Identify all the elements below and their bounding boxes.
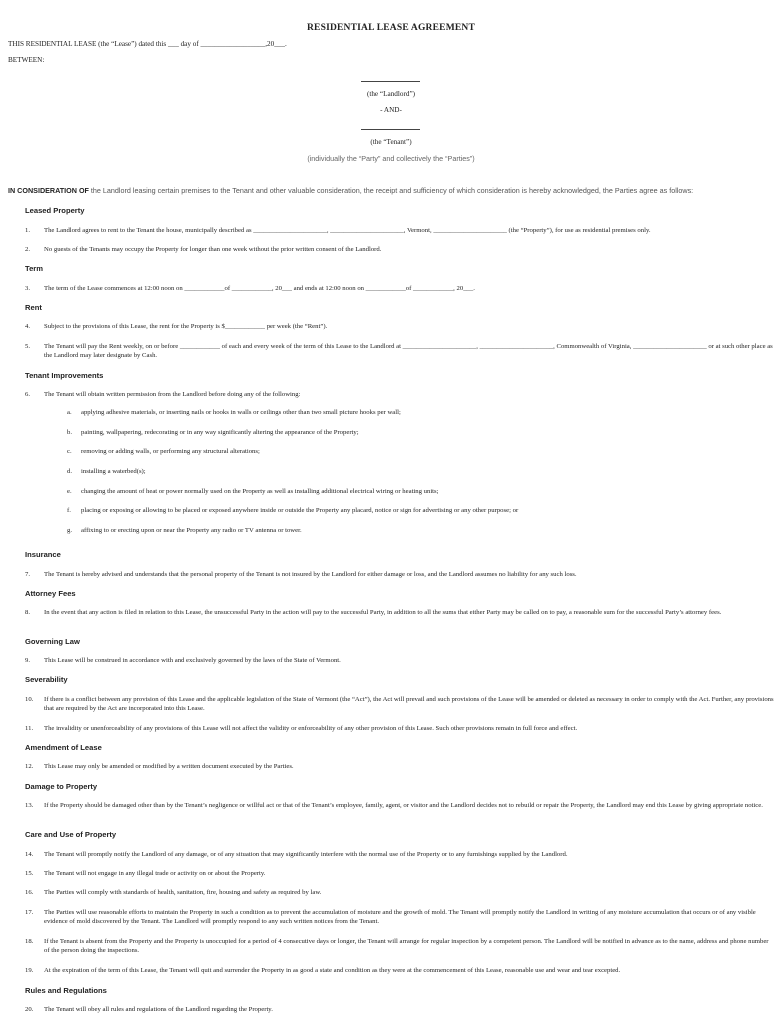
clause-number: 16. (25, 889, 34, 896)
heading-damage: Damage to Property (25, 782, 98, 791)
clause-number: 18. (25, 938, 34, 945)
clause-number: 11. (25, 725, 34, 732)
clause-text: This Lease may only be amended or modified by a written document executed by the Parties. (44, 763, 294, 770)
subclause-letter: f. (67, 507, 71, 514)
landlord-signature-line (361, 81, 420, 82)
subclause-letter: a. (67, 409, 72, 416)
consideration-lead: IN CONSIDERATION OF (8, 186, 89, 195)
heading-severability: Severability (25, 675, 68, 684)
clause-text: In the event that any action is filed in relation to this Lease, the unsuccessful Party in the action will pay to the successful Party, in addition to all the sums that either Party may be called on to pay, a reasonable sum for the successful Party’s attorney fees. (44, 609, 722, 616)
clause-number: 14. (25, 851, 34, 858)
clause-text: The Tenant will obtain written permission from the Landlord before doing any of the following: (44, 391, 301, 398)
clause-text: If the Tenant is absent from the Property and the Property is unoccupied for a period of 4 consecutive days or longer, the Tenant will arrange for regular inspection by a competent person. The Landlord will be notified in advance as to the name, address and phone number of the person doing the inspections. (44, 938, 769, 954)
clause-number: 19. (25, 967, 34, 974)
clause-number: 3. (25, 285, 31, 292)
heading-term: Term (25, 264, 44, 273)
clause-text: The invalidity or unenforceability of any provisions of this Lease will not affect the validity or enforceability of any other provision of this Lease. Such other provisions remain in full force and effect. (44, 725, 578, 732)
clause-number: 4. (25, 323, 31, 330)
heading-rent: Rent (25, 303, 42, 312)
landlord-label: (the “Landlord”) (366, 90, 416, 98)
clause-number: 20. (25, 1006, 34, 1013)
and-label: - AND- (380, 106, 402, 114)
clause-number: 6. (25, 391, 31, 398)
heading-rules: Rules and Regulations (25, 986, 107, 995)
subclause-text: removing or adding walls, or performing any structural alterations; (81, 448, 260, 455)
clause-text: At the expiration of the term of this Lease, the Tenant will quit and surrender the Property in as good a state and condition as they were at the commencement of this Lease, reasonable use and wear and tear excepted. (44, 967, 621, 974)
clause-number: 2. (25, 246, 31, 253)
clause-number: 13. (25, 802, 34, 809)
clause-number: 17. (25, 909, 34, 916)
document-title: RESIDENTIAL LEASE AGREEMENT (306, 23, 475, 33)
clause-text: The Landlord agrees to rent to the Tenant the house, municipally described as ______________________, ______________________, Vermont, ______________________ (the “Property”), for use as residential premises only. (44, 227, 651, 234)
heading-amendment: Amendment of Lease (25, 743, 102, 752)
heading-leased-property: Leased Property (25, 206, 85, 215)
tenant-signature-line (361, 129, 420, 130)
between-label: BETWEEN: (8, 56, 45, 64)
clause-text: If the Property should be damaged other than by the Tenant’s negligence or willful act or that of the Tenant’s employee, family, agent, or visitor and the Landlord decides not to rebuild or repair the Property, the Landlord may end this Lease by giving appropriate notice. (44, 802, 763, 809)
subclause-text: applying adhesive materials, or inserting nails or hooks in walls or ceilings other than two small picture hooks per wall; (81, 409, 401, 416)
subclause-text: painting, wallpapering, redecorating or in any way significantly altering the appearance of the Property; (81, 429, 359, 436)
parties-note: (individually the “Party” and collectively the “Parties”) (307, 154, 475, 163)
clause-text: The Tenant is hereby advised and understands that the personal property of the Tenant is not insured by the Landlord for either damage or loss, and the Landlord assumes no liability for any such loss. (44, 571, 577, 578)
subclause-text: placing or exposing or allowing to be placed or exposed anywhere inside or outside the Property any placard, notice or sign for advertising or any other purpose; or (81, 507, 519, 514)
clause-number: 1. (25, 227, 31, 234)
clause-text: Subject to the provisions of this Lease, the rent for the Property is $____________ per week (the “Rent”). (44, 323, 328, 330)
heading-insurance: Insurance (25, 550, 61, 559)
clause-text: The Tenant will not engage in any illegal trade or activity on or about the Property. (44, 870, 266, 877)
clause-number: 10. (25, 696, 34, 703)
subclause-text: changing the amount of heat or power normally used on the Property as well as installing additional electrical wiring or heating units; (81, 488, 439, 495)
opening-line: THIS RESIDENTIAL LEASE (the “Lease”) dated this ___ day of __________________,20___. (8, 40, 287, 48)
subclause-letter: e. (67, 488, 72, 495)
clause-text: The Tenant will pay the Rent weekly, on or before ____________ of each and every week of the term of this Lease to the Landlord at ______________________, ______________________, Commonwealth of Virginia, ______________________ or at such other place as the Landlord may later designate by Cash. (44, 343, 773, 359)
clause-text: The Parties will comply with standards of health, sanitation, fire, housing and safety as required by law. (44, 889, 322, 896)
consideration-paragraph (8, 186, 693, 195)
heading-governing-law: Governing Law (25, 637, 80, 646)
clause-text: No guests of the Tenants may occupy the Property for longer than one week without the prior written consent of the Landlord. (44, 246, 382, 253)
heading-tenant-improvements: Tenant Improvements (25, 371, 104, 380)
heading-attorney-fees: Attorney Fees (25, 589, 76, 598)
subclause-letter: c. (67, 448, 72, 455)
clause-text: The Tenant will promptly notify the Landlord of any damage, or of any situation that may significantly interfere with the normal use of the Property or to any furnishings supplied by the Landlord. (44, 851, 568, 858)
clause-text: The term of the Lease commences at 12:00 noon on ____________of ____________, 20___ and ends at 12:00 noon on ____________of ____________, 20___. (44, 285, 475, 292)
subclause-letter: b. (67, 429, 73, 436)
subclause-letter: d. (67, 468, 73, 475)
clause-text: This Lease will be construed in accordance with and exclusively governed by the laws of the State of Vermont. (44, 657, 341, 664)
tenant-label: (the “Tenant”) (370, 138, 412, 146)
heading-care-and-use: Care and Use of Property (25, 830, 117, 839)
clause-number: 9. (25, 657, 31, 664)
clause-number: 5. (25, 343, 31, 350)
subclause-text: affixing to or erecting upon or near the Property any radio or TV antenna or tower. (81, 527, 302, 534)
clause-text: The Parties will use reasonable efforts to maintain the Property in such a condition as to prevent the accumulation of moisture and the growth of mold. The Tenant will promptly notify the Landlord in writing of any moisture accumulation that occurs or of any visible evidence of mold discovered by the Tenant. The Landlord will promptly respond to any such written notices from the Tenant. (44, 909, 756, 925)
consideration-text: the Landlord leasing certain premises to the Tenant and other valuable consideration, the receipt and sufficiency of which consideration is hereby acknowledged, the Parties agree as follows: (88, 186, 694, 195)
subclause-letter: g. (67, 527, 73, 534)
clause-number: 7. (25, 571, 31, 578)
clause-number: 12. (25, 763, 34, 770)
clause-text: If there is a conflict between any provision of this Lease and the applicable legislation of the State of Vermont (the “Act”), the Act will prevail and such provisions of the Lease will be amended or deleted as necessary in order to comply with the Act. Further, any provisions that are required by the Act are incorporated into this Lease. (44, 696, 774, 712)
subclause-text: installing a waterbed(s); (81, 468, 146, 475)
clause-number: 15. (25, 870, 34, 877)
clause-text: The Tenant will obey all rules and regulations of the Landlord regarding the Property. (44, 1006, 273, 1013)
clause-number: 8. (25, 609, 31, 616)
